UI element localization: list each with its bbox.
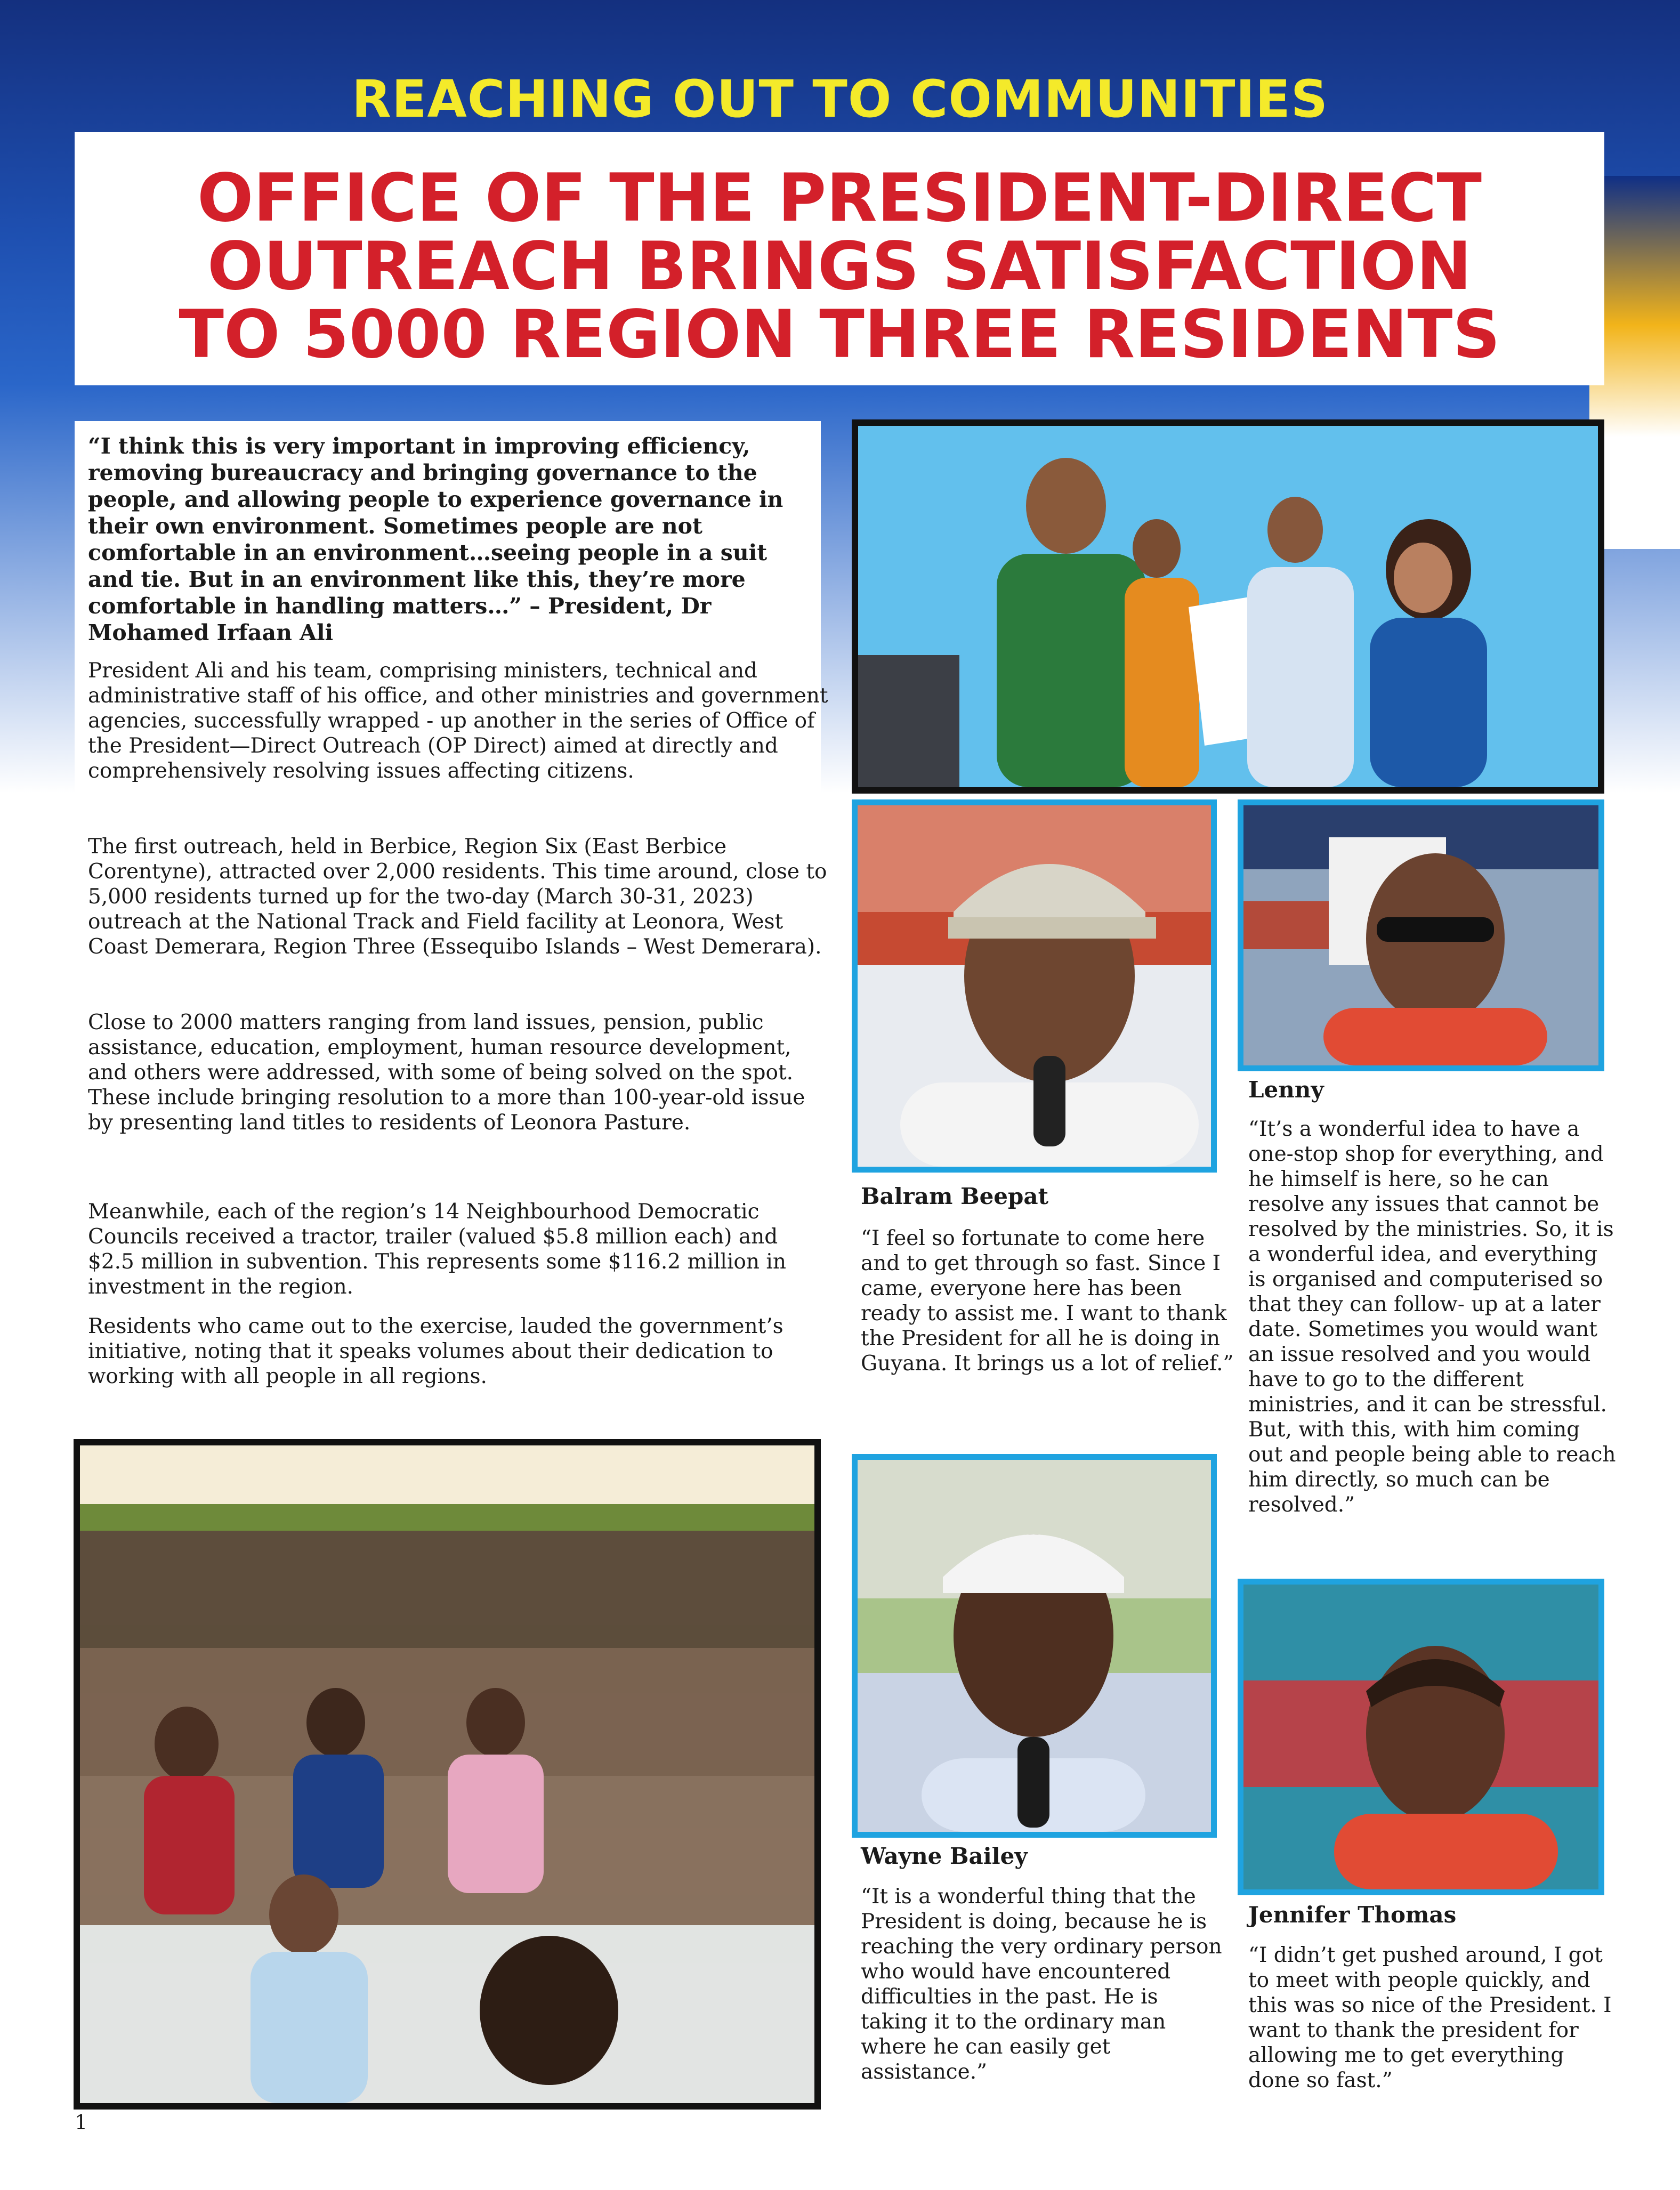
jennifer-thomas-photo bbox=[1238, 1579, 1604, 1895]
wayne-bailey-photo bbox=[852, 1454, 1217, 1838]
crowd-photo bbox=[74, 1439, 821, 2110]
lenny-photo bbox=[1238, 799, 1604, 1071]
wayne-photo-image bbox=[858, 1460, 1211, 1832]
article-column bbox=[75, 421, 828, 1423]
president-handover-photo bbox=[852, 419, 1604, 794]
testimonial-quote: “I didn’t get pushed around, I got to meet with people quickly, and this was so nice of the President. I want to thank the president for allowing me to get everything done so fast.” bbox=[1248, 1943, 1612, 2092]
headline: OFFICE OF THE PRESIDENT-DIRECT OUTREACH BRINGS SATISFACTION TO 5000 REGION THREE RESIDENTS bbox=[179, 160, 1500, 373]
headline-panel bbox=[75, 132, 1604, 385]
article-paragraph: Close to 2000 matters ranging from land issues, pension, public assistance, education, employment, human resource development, and others were addressed, with some of being solved on the spot. These include bringing resolution to a more than 100-year-old issue by presenting land titles to residents of Leonora Pasture. bbox=[88, 1011, 805, 1135]
page-number: 1 bbox=[75, 2111, 88, 2134]
section-kicker: REACHING OUT TO COMMUNITIES bbox=[352, 69, 1328, 129]
jennifer-photo-image bbox=[1243, 1585, 1598, 1889]
testimonial-name: Wayne Bailey bbox=[861, 1843, 1028, 1869]
article-paragraph: The first outreach, held in Berbice, Region Six (East Berbice Corentyne), attracted over 2,000 residents. This time around, close to 5,000 residents turned up for the two-day (March 30-31, 2023) outreach at the National Track and Field facility at Leonora, West Coast Demerara, Region Three (Essequibo Islands – West Demerara). bbox=[88, 835, 827, 959]
testimonial-name: Lenny bbox=[1248, 1077, 1324, 1103]
president-quote: “I think this is very important in improving efficiency, removing bureaucracy and bringing governance to the people, and allowing people to experience governance in their own environment. Sometimes people are not comfortable in an environment…seeing people in a suit and tie. But in an environment like this, they’re more comfortable in handling matters…” – President, Dr Mohamed Irfaan Ali bbox=[88, 433, 784, 645]
testimonial-quote: “I feel so fortunate to come here and to get through so fast. Since I came, everyone here has been ready to assist me. I want to thank the President for all he is doing in Guyana. It brings us a lot of relief.” bbox=[861, 1226, 1234, 1376]
testimonial-name: Balram Beepat bbox=[861, 1183, 1048, 1209]
article-paragraph: President Ali and his team, comprising ministers, technical and administrative staff of his office, and other ministries and government agencies, successfully wrapped - up another in the series of Office of the President—Direct Outreach (OP Direct) aimed at directly and comprehensively resolving issues affecting citizens. bbox=[88, 659, 828, 783]
article-paragraph: Residents who came out to the exercise, lauded the government’s initiative, noting that it speaks volumes about their dedication to working with all people in all regions. bbox=[88, 1314, 784, 1388]
testimonial-quote: “It’s a wonderful idea to have a one-stop shop for everything, and he himself is here, so he can resolve any issues that cannot be resolved by the ministries. So, it is a wonderful idea, and everything is organised and computerised so that they can follow- up at a later date. Sometimes you would want an issue resolved and you would have to go to the different ministries, and it can be stressful. But, with this, with him coming out and people being able to reach him directly, so much can be resolved.” bbox=[1248, 1117, 1616, 1517]
testimonial-name: Jennifer Thomas bbox=[1248, 1902, 1457, 1928]
crowd-photo-image bbox=[80, 1445, 814, 2103]
lenny-photo-image bbox=[1243, 805, 1598, 1065]
balram-beepat-photo bbox=[852, 799, 1217, 1173]
article-paragraph: Meanwhile, each of the region’s 14 Neighbourhood Democratic Councils received a tractor, trailer (valued $5.8 million each) and $2.5 million in subvention. This represents some $116.2 million in investment in the region. bbox=[88, 1200, 786, 1299]
testimonial-quote: “It is a wonderful thing that the President is doing, because he is reaching the very ordinary person who would have encountered difficulties in the past. He is taking it to the ordinary man where he can easily get assistance.” bbox=[861, 1885, 1222, 2084]
balram-photo-image bbox=[858, 805, 1211, 1167]
handover-photo-image bbox=[858, 426, 1598, 787]
